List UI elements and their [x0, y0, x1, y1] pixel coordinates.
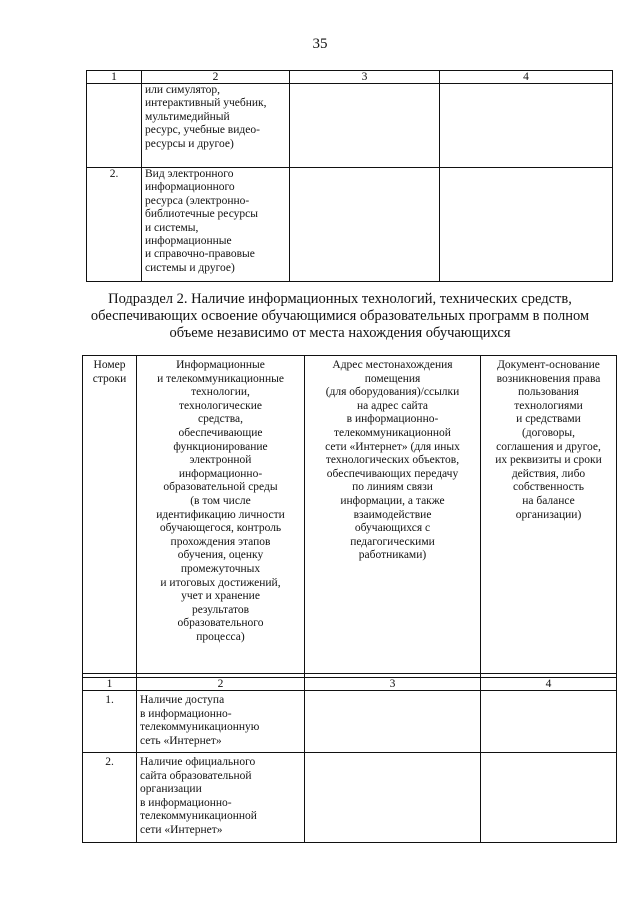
text-line: библиотечные ресурсы [145, 208, 258, 221]
text-line: ресурс, учебные видео- [145, 124, 260, 137]
column-number: 4 [440, 71, 613, 84]
header-document-basis [481, 356, 617, 674]
column-number: 3 [305, 678, 481, 691]
header-line: сети «Интернет» (для иных [325, 440, 460, 453]
header-line: Адрес местонахождения [332, 359, 453, 371]
text-line: ресурсы и другое) [145, 137, 234, 150]
header-line: обеспечивающие [178, 426, 263, 439]
text-line: интерактивный учебник, [145, 97, 267, 110]
empty-cell [305, 691, 481, 753]
subsection-title-line: Подраздел 2. Наличие информационных технологий, технических средств, [108, 291, 572, 307]
header-line: технологических объектов, [325, 454, 460, 467]
header-line: работниками) [358, 549, 427, 562]
table-row [87, 168, 613, 282]
header-line: в информационно- [346, 413, 439, 426]
header-line: педагогическими [350, 535, 435, 548]
header-line: их реквизиты и сроки [495, 454, 602, 467]
header-line: обучающихся с [354, 522, 431, 535]
text-line: сеть «Интернет» [140, 734, 222, 747]
table-2 [82, 355, 617, 843]
row-description [137, 691, 305, 753]
header-line: и итоговых достижений, [160, 576, 281, 589]
header-line: технологии, [191, 386, 250, 399]
header-line: строки [92, 372, 127, 385]
text-line: ресурса (электронно- [145, 194, 250, 207]
text-line: Наличие официального [140, 756, 256, 768]
header-line: соглашения и другое, [496, 440, 601, 453]
table-row [83, 753, 617, 843]
header-line: действия, либо [511, 467, 586, 480]
page-number: 35 [312, 36, 328, 52]
header-line: (в том числе [190, 494, 251, 507]
header-line: помещения [364, 372, 421, 385]
empty-cell [440, 84, 613, 168]
header-line: на балансе [522, 494, 575, 507]
header-line: по линиям связи [352, 481, 433, 494]
text-line: информационные [145, 235, 232, 248]
header-line: организации) [515, 508, 582, 521]
column-number: 2 [137, 678, 305, 691]
header-line: информационно- [178, 467, 263, 480]
header-line: информации, а также [340, 494, 445, 507]
header-address [305, 356, 481, 674]
row-description [137, 753, 305, 843]
table-row [83, 691, 617, 753]
header-line: Информационные [176, 359, 265, 371]
table-1 [86, 70, 613, 282]
header-line: процесса) [196, 630, 245, 643]
text-line: сети «Интернет» [140, 823, 223, 836]
header-row-number [83, 356, 137, 674]
subsection-title [60, 291, 620, 342]
text-line: информационного [145, 181, 235, 194]
header-line: обучающегося, контроль [159, 522, 282, 535]
text-line: Вид электронного [145, 168, 234, 180]
text-line: в информационно- [140, 796, 232, 809]
table-1-column-numbers [87, 71, 613, 84]
subsection-title-line: объеме независимо от места нахождения обучающихся [169, 325, 511, 341]
subsection-title-line: обеспечивающих освоение обучающимися образовательных программ в полном [90, 308, 590, 324]
header-line: идентификацию личности [156, 508, 285, 521]
column-number: 3 [290, 71, 440, 84]
header-line: средства, [197, 413, 244, 426]
text-line: мультимедийный [145, 110, 230, 123]
header-line: прохождения этапов [170, 535, 271, 548]
column-number: 1 [83, 678, 137, 691]
header-line: технологические [179, 399, 262, 412]
text-line: телекоммуникационную [140, 721, 260, 734]
empty-cell [305, 753, 481, 843]
empty-cell [290, 84, 440, 168]
text-line: сайта образовательной [140, 769, 252, 782]
header-line: образовательного [177, 617, 264, 630]
row-description [142, 168, 290, 282]
header-line: Номер [93, 359, 126, 371]
text-line: Наличие доступа [140, 694, 225, 706]
empty-cell [290, 168, 440, 282]
text-line: в информационно- [140, 707, 232, 720]
header-line: результатов [191, 603, 250, 616]
column-number: 4 [481, 678, 617, 691]
header-line: функционирование [173, 440, 268, 453]
header-technologies [137, 356, 305, 674]
text-line: организации [140, 783, 202, 796]
header-line: и телекоммуникационные [157, 372, 284, 385]
header-line: (договоры, [521, 426, 576, 439]
empty-cell [481, 691, 617, 753]
row-number: 2. [87, 168, 142, 282]
header-line: промежуточных [180, 562, 261, 575]
header-line: и средствами [516, 413, 581, 426]
header-line: Документ-основание [497, 359, 600, 371]
column-number: 2 [142, 71, 290, 84]
header-line: технологиями [514, 399, 583, 412]
header-line: обеспечивающих передачу [326, 467, 459, 480]
header-line: на адрес сайта [357, 399, 428, 412]
column-number: 1 [87, 71, 142, 84]
text-line: и системы, [145, 221, 199, 234]
header-line: пользования [518, 386, 579, 399]
header-line: собственность [512, 481, 585, 494]
row-number [87, 84, 142, 168]
header-line: обучения, оценку [177, 549, 264, 562]
row-number: 2. [83, 753, 137, 843]
empty-cell [481, 753, 617, 843]
row-number: 1. [83, 691, 137, 753]
text-line: или симулятор, [145, 84, 220, 96]
header-line: возникновения права [496, 372, 601, 385]
header-line: (для оборудования)/ссылки [325, 386, 460, 399]
header-line: телекоммуникационной [334, 426, 451, 439]
table-2-column-numbers [83, 678, 617, 691]
text-line: системы и другое) [145, 261, 235, 274]
header-line: взаимодействие [353, 508, 432, 521]
table-row [87, 84, 613, 168]
row-description [142, 84, 290, 168]
empty-cell [440, 168, 613, 282]
header-line: учет и хранение [181, 590, 260, 603]
table-2-header [83, 356, 617, 674]
header-line: образовательной среды [163, 481, 278, 494]
header-line: электронной [189, 454, 252, 467]
text-line: и справочно-правовые [145, 248, 255, 261]
text-line: телекоммуникационной [140, 810, 257, 823]
